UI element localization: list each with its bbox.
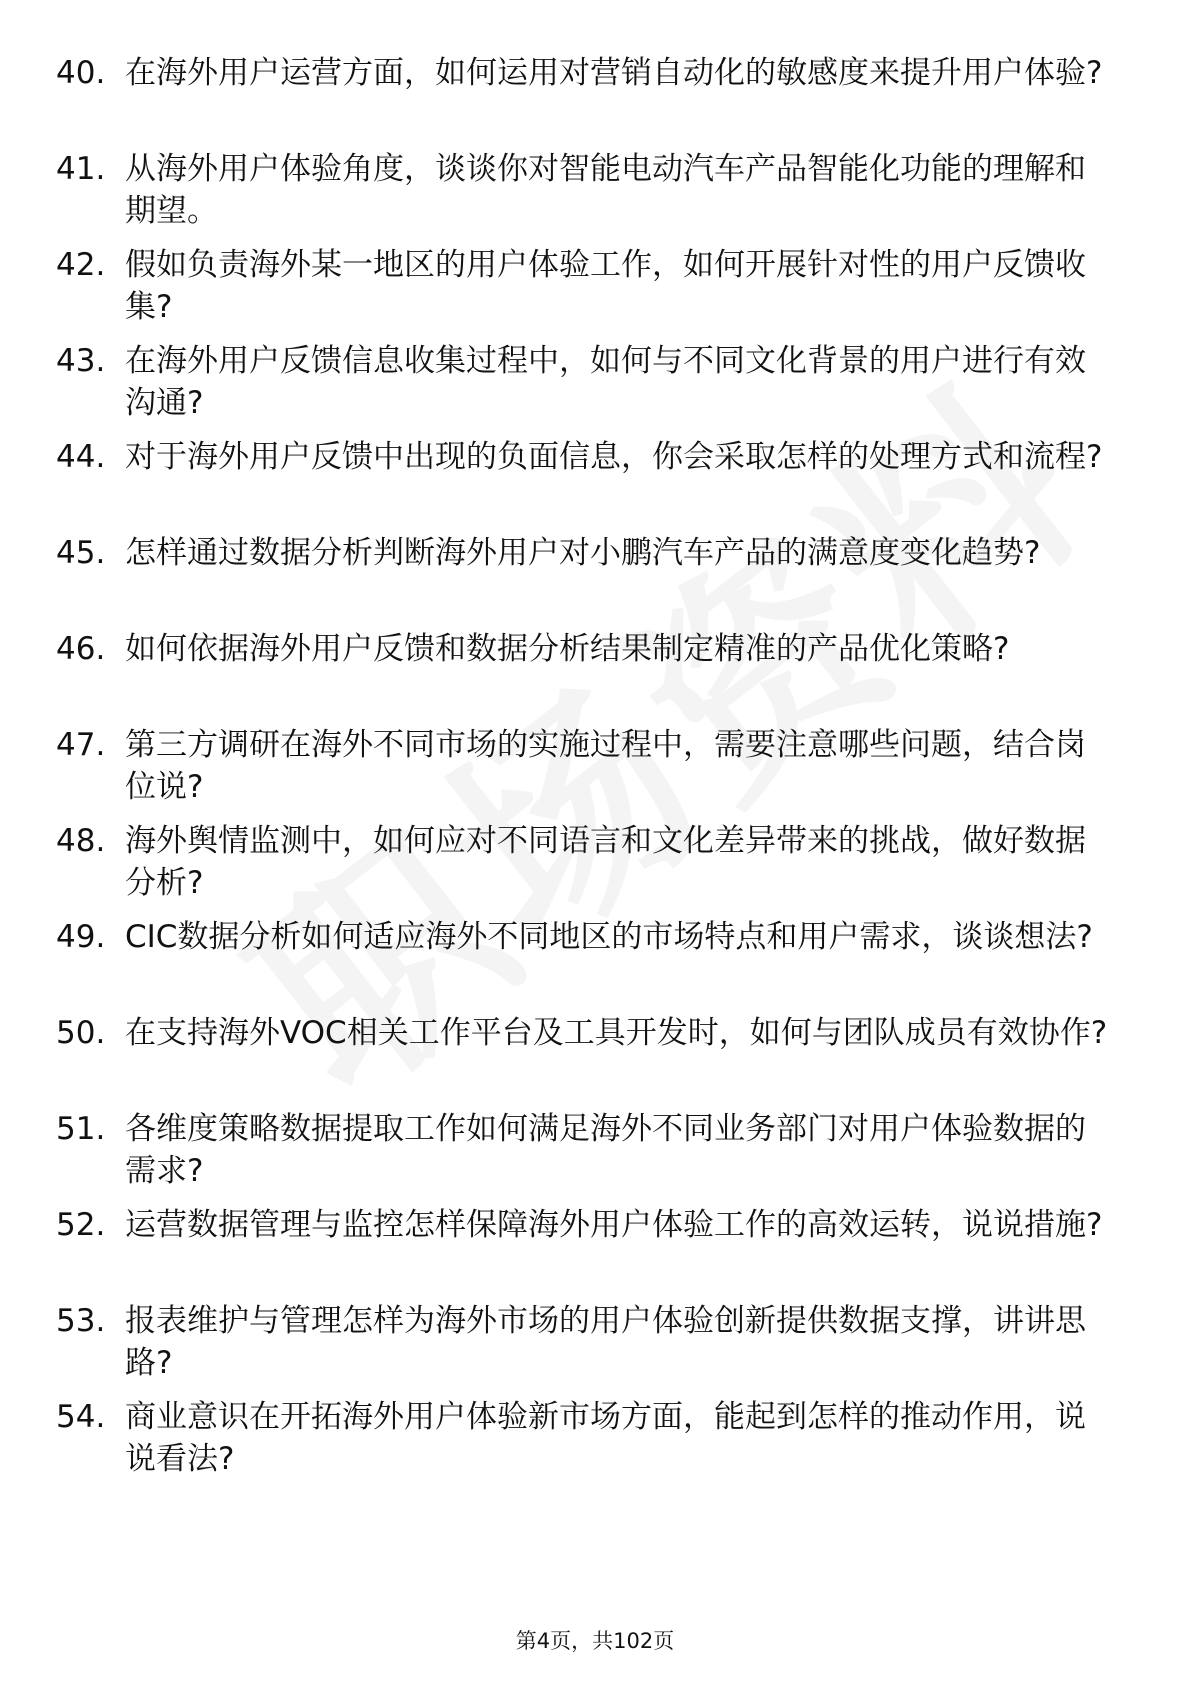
question-number: 54.	[56, 1399, 106, 1435]
question-text: 怎样通过数据分析判断海外用户对小鹏汽车产品的满意度变化趋势?	[125, 535, 1041, 571]
question-text: 在海外用户反馈信息收集过程中，如何与不同文化背景的用户进行有效沟通?	[125, 343, 1086, 421]
question-text: 商业意识在开拓海外用户体验新市场方面，能起到怎样的推动作用，说说看法?	[125, 1399, 1086, 1477]
question-number: 46.	[56, 631, 106, 667]
question-text: 从海外用户体验角度，谈谈你对智能电动汽车产品智能化功能的理解和期望。	[125, 151, 1086, 229]
question-number: 42.	[56, 247, 106, 283]
question-item	[0, 340, 1190, 436]
question-text: 在支持海外VOC相关工作平台及工具开发时，如何与团队成员有效协作?	[125, 1015, 1108, 1051]
question-item	[0, 1012, 1190, 1108]
question-item	[0, 148, 1190, 244]
question-item	[0, 820, 1190, 916]
question-text: 在海外用户运营方面，如何运用对营销自动化的敏感度来提升用户体验?	[125, 55, 1103, 91]
question-item	[0, 532, 1190, 628]
question-number: 47.	[56, 727, 106, 763]
question-number: 52.	[56, 1207, 106, 1243]
question-text: 如何依据海外用户反馈和数据分析结果制定精准的产品优化策略?	[125, 631, 1010, 667]
question-number: 43.	[56, 343, 106, 379]
question-item	[0, 1204, 1190, 1300]
question-text: 第三方调研在海外不同市场的实施过程中，需要注意哪些问题，结合岗位说?	[125, 727, 1086, 805]
question-text: 假如负责海外某一地区的用户体验工作，如何开展针对性的用户反馈收集?	[125, 247, 1086, 325]
question-item	[0, 436, 1190, 532]
page-footer: 第4页，共102页	[515, 1629, 675, 1653]
question-text: CIC数据分析如何适应海外不同地区的市场特点和用户需求，谈谈想法?	[125, 919, 1093, 955]
question-number: 53.	[56, 1303, 106, 1339]
question-text: 海外舆情监测中，如何应对不同语言和文化差异带来的挑战，做好数据分析?	[125, 823, 1086, 901]
question-number: 51.	[56, 1111, 106, 1147]
question-number: 40.	[56, 55, 106, 91]
question-item	[0, 1396, 1190, 1492]
question-item	[0, 916, 1190, 1012]
question-number: 44.	[56, 439, 106, 475]
question-text: 报表维护与管理怎样为海外市场的用户体验创新提供数据支撑，讲讲思路?	[125, 1303, 1086, 1381]
question-number: 41.	[56, 151, 106, 187]
question-item	[0, 244, 1190, 340]
question-item	[0, 1108, 1190, 1204]
question-number: 48.	[56, 823, 106, 859]
question-item	[0, 1300, 1190, 1396]
question-number: 50.	[56, 1015, 106, 1051]
question-number: 45.	[56, 535, 106, 571]
question-item	[0, 724, 1190, 820]
question-text: 运营数据管理与监控怎样保障海外用户体验工作的高效运转，说说措施?	[125, 1207, 1103, 1243]
question-number: 49.	[56, 919, 106, 955]
question-item	[0, 52, 1190, 148]
question-text: 对于海外用户反馈中出现的负面信息，你会采取怎样的处理方式和流程?	[125, 439, 1103, 475]
question-list	[0, 52, 1190, 1492]
question-text: 各维度策略数据提取工作如何满足海外不同业务部门对用户体验数据的需求?	[125, 1111, 1086, 1189]
question-item	[0, 628, 1190, 724]
